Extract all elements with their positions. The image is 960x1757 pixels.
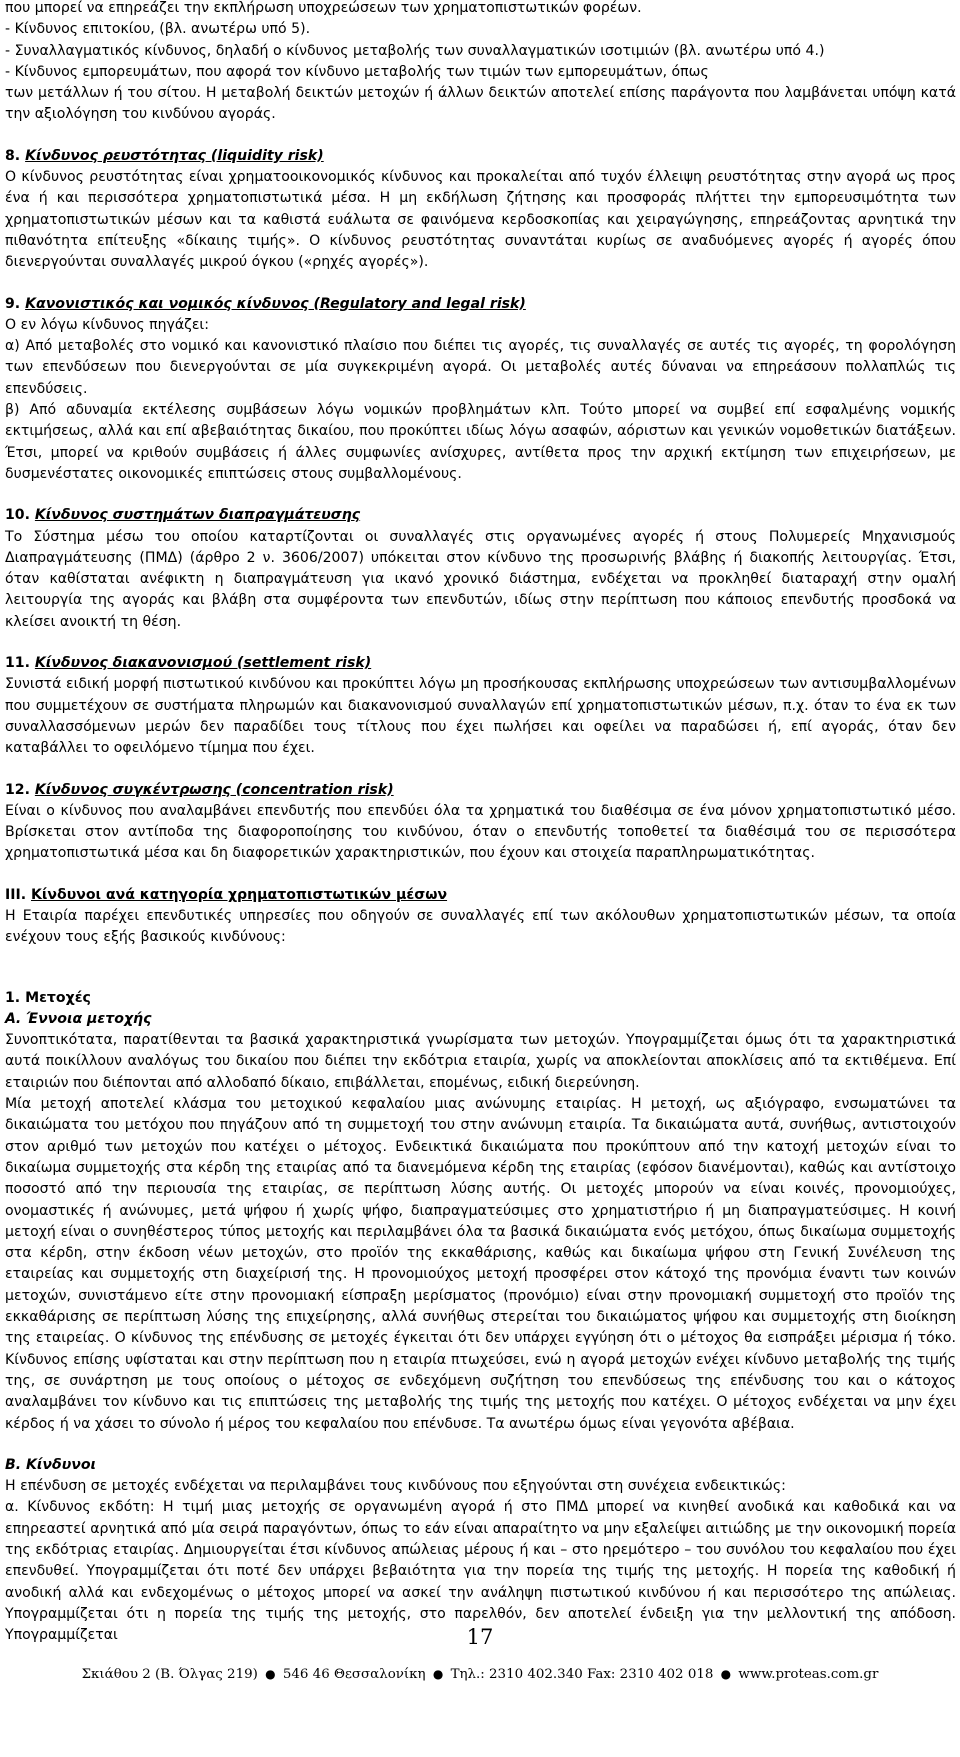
section-III-body: Η Εταιρία παρέχει επενδυτικές υπηρεσίες που οδηγούν σε συναλλαγές επί των ακόλουθων χρηματοπιστωτικών μέσων, τα οποία ενέχουν τους εξής βασικούς κινδύνους: bbox=[5, 907, 956, 946]
section-12-body: Είναι ο κίνδυνος που αναλαμβάνει επενδυτής που επενδύει όλα τα χρηματικά του διαθέσιμα σε ένα μόνον χρηματοπιστωτικό μέσο. Βρίσκεται στον αντίποδα της διαφοροποίησης του κινδύνου, όταν ο επενδυτής τοποθετεί τα διαθέσιμά του σε περισσότερα χρηματοπιστωτικά μέσα και δη διαφορετικών χαρακτηριστικών, που έχουν και στοιχεία παραπληρωματικότητας. bbox=[5, 802, 956, 862]
section-III-heading bbox=[5, 885, 956, 906]
footer-address: Σκιάθου 2 (Β. Όλγας 219) bbox=[81, 1667, 258, 1682]
page-footer bbox=[0, 1665, 960, 1684]
stocks-paragraph-1: Συνοπτικότατα, παρατίθενται τα βασικά χαρακτηριστικά γνωρίσματα των μετοχών. Υπογραμμίζεται όμως ότι τα χαρακτηριστικά αυτά ποικίλλουν αναλόγως του δικαίου που διέπει την εκδότρια εταιρία, χωρίς να αποκλείονται αποκλίσεις από τα εκτιθέμενα. Επί εταιριών που διέπονται από αλλοδαπό δίκαιο, επιβάλλεται, επομένως, ειδική διερεύνηση. bbox=[5, 1032, 956, 1091]
section-9-number: 9. bbox=[5, 295, 21, 312]
section-9-item-b: β) Από αδυναμία εκτέλεσης συμβάσεων λόγω νομικών προβλημάτων κλπ. Τούτο μπορεί να συμβεί επί εσφαλμένης νομικής εκτιμήσεως, αλλά και επί αβεβαιότητας δικαίου, που προκύπτει ιδίως λόγω ασαφών, αόριστων και γενικών νομοθετικών διατάξεων. Έτσι, μπορεί να κριθούν συμβάσεις ή άλλες συμφωνίες ανίσχυρες, αντίθετα προς την αρχική εκτίμηση των επιχειρήσεων, με δυσμενέστατες οικονομικές επιπτώσεις στους συμβαλλομένους. bbox=[5, 402, 956, 482]
section-12-title: Κίνδυνος συγκέντρωσης (concentration risk) bbox=[34, 781, 394, 798]
intro-line-4: - Κίνδυνος εμπορευμάτων, που αφορά τον κίνδυνο μεταβολής των τιμών των εμπορευμάτων, όπως bbox=[5, 63, 709, 80]
section-8-title: Κίνδυνος ρευστότητας (liquidity risk) bbox=[25, 147, 324, 164]
section-12-heading bbox=[5, 780, 956, 801]
stocks-subheading-b: Β. Κίνδυνοι bbox=[5, 1456, 96, 1473]
stocks-paragraph-3: Η επένδυση σε μετοχές ενδέχεται να περιλαμβάνει τους κινδύνους που εξηγούνται στη συνέχεια ενδεικτικώς: bbox=[5, 1478, 786, 1495]
intro-paragraph: των μετάλλων ή του σίτου. Η μεταβολή δεικτών μετοχών ή άλλων δεικτών αποτελεί επίσης παράγοντα που λαμβάνεται υπόψη κατά την αξιολόγηση του κινδύνου αγοράς. bbox=[5, 85, 956, 123]
section-9-item-a: α) Από μεταβολές στο νομικό και κανονιστικό πλαίσιο που διέπει τις αγορές, τις συναλλαγές σε αυτές τις αγορές, τη φορολόγηση των επενδύσεων που διενεργούνται σε μία συγκεκριμένη αγορά. Οι μεταβολές αυτές δύναναι να επηρεάσουν πολλαπλώς τις επενδύσεις. bbox=[5, 338, 956, 397]
section-12-number: 12. bbox=[5, 781, 30, 798]
section-10-heading bbox=[5, 505, 956, 526]
section-9-heading bbox=[5, 294, 956, 315]
section-III-number: III. bbox=[5, 886, 27, 903]
section-10-title: Κίνδυνος συστημάτων διαπραγμάτευσης bbox=[34, 507, 361, 524]
intro-line-3: - Συναλλαγματικός κίνδυνος, δηλαδή ο κίνδυνος μεταβολής των συναλλαγματικών ισοτιμιών (βλ. ανωτέρω υπό 4.) bbox=[5, 42, 825, 59]
page-number: 17 bbox=[466, 1625, 494, 1649]
stocks-alpha: α. Κίνδυνος εκδότη: Η τιμή μιας μετοχής σε οργανωμένη αγορά ή στο ΠΜΔ μπορεί να κινηθεί ανοδικά και καθοδικά και να επηρεαστεί αρνητικά από μία σειρά παραγόντων, όπως το εάν είναι απαραίτητο να μην εξαλείψει αιτιώδης με την οικονομική πορεία της εκδότριας εταιρίας. Δημιουργείται έτσι κίνδυνος απώλειας μέρους ή και – στο ηρεμότερο – του συνόλου του κεφαλαίου που έχει επενδυθεί. Υπογραμμίζεται ότι ποτέ δεν υπάρχει βεβαιότητα για την πορεία της τιμής της μετοχής. Η πορεία της καθοδική ή ανοδική αλλά και ενδεχομένως ο μέτοχος μπορεί να ασκεί την ανάληψη πιστωτικού κινδύνου ή και περισσότερο της απώλειας. Υπογραμμίζεται ότι η πορεία της τιμής της μετοχής, στο παρελθόν, δεν αποτελεί ένδειξη για την μελλοντική της απόδοση. Υπογραμμίζεται bbox=[5, 1499, 956, 1644]
footer-bullet-1: ● bbox=[265, 1667, 276, 1681]
section-8-heading bbox=[5, 146, 956, 167]
section-8-number: 8. bbox=[5, 147, 21, 164]
intro-line-2: - Κίνδυνος επιτοκίου, (βλ. ανωτέρω υπό 5). bbox=[5, 21, 311, 38]
section-10-number: 10. bbox=[5, 507, 30, 524]
section-11-body: Συνιστά ειδική μορφή πιστωτικού κινδύνου και προκύπτει λόγω μη προσήκουσας εκπλήρωσης υποχρεώσεων των αντισυμβαλλομένων που συμμετέχουν σε συστήματα πληρωμών και διακανονισμού συναλλαγών επί χρηματοπιστωτικών μέσων, π.χ. όταν το ένα εκ των συναλλασσόμενων μερών δεν παραδίδει τους τίτλους που έχει πωλήσει και οφείλει να παραδώσει ή, επί αγοράς, όταν δεν καταβάλλει το οφειλόμενο τίμημα που έχει. bbox=[5, 676, 956, 757]
section-11-heading bbox=[5, 653, 956, 674]
footer-bullet-2: ● bbox=[432, 1667, 444, 1681]
document-body bbox=[5, 0, 956, 1646]
stocks-paragraph-2: Μία μετοχή αποτελεί κλάσμα του μετοχικού κεφαλαίου μιας ανώνυμης εταιρίας. Η μετοχή, ως αξιόγραφο, ενσωματώνει τα δικαιώματα του μετόχου που πηγάζουν από τη συμμετοχή του στην ανώνυμη εταιρία. Τα δικαιώματα αυτά, συνήθως, αντιστοιχούν στον αριθμό των μετοχών που κατέχει ο μέτοχος. Ενδεικτικά δικαιώματα που προκύπτουν από την κατοχή μετοχών είναι το δικαίωμα συμμετοχής στα κέρδη της εταιρίας από τα διανεμόμενα κέρδη της εταιρίας (εφόσον διανέμονται), καθώς και αντίστοιχο ποσοστό από την περιουσία της εταιρίας, σε περίπτωση λύσης αυτής. Οι μετοχές μπορούν να είναι κοινές, προνομιούχες, ονομαστικές ή ανώνυμες, μετά ψήφου ή χωρίς ψήφο, διαπραγματεύσιμες στο χρηματιστήριο ή μη διαπραγματεύσιμες. Η κοινή μετοχή είναι ο συνηθέστερος τύπος μετοχής και περιλαμβάνει όλα τα βασικά δικαιώματα ενός μετόχου, όπως δικαίωμα συμμετοχής στα κέρδη, στην έκδοση νέων μετοχών, στο προϊόν της εκκαθάρισης, καθώς και δικαίωμα ψήφου στη Γενική Συνέλευση της εταιρείας και συμμετοχής στη διαχείρισή της. Η προνομιούχος μετοχή προσφέρει στον κάτοχό της προνόμια έναντι των κοινών μετοχών, συνιστάμενο είτε στην προνομιακή είσπραξη μερίσματος (προνόμιο) είναι στην προνομιακή συμμετοχή στο προϊόν της εκκαθάρισης σε περίπτωση λύσης της επιχείρησης, αλλά συνήθως στερείται του δικαιώματος ψήφου και συμμετοχής στη διοίκηση της εταιρείας. Ο κίνδυνος της επένδυσης σε μετοχές έγκειται ότι δεν υπάρχει εγγύηση ότι ο μέτοχος θα εισπράξει μέρισμα ή τόκο. Κίνδυνος επίσης υφίσταται και στην περίπτωση που η εταιρία πτωχεύσει, ενώ η αγορά μετοχών ενέχει κίνδυνο μεταβολής της τιμής της, σε συνάρτηση με τους οποίους ο μέτοχος σε ενδεχόμενη συζήτηση του επενδύσεως της επένδυσης του και ο κάτοχος αναλαμβάνει τον κίνδυνο και τις επιπτώσεις της μεταβολής της τιμής της μετοχής που κατέχει. Ο μέτοχος ενδέχεται να μην έχει κέρδος ή να χάσει το σύνολο ή μέρος του κεφαλαίου που επένδυσε. Τα ανωτέρω όμως είναι γεγονότα αβέβαια. bbox=[5, 1096, 956, 1432]
section-11-number: 11. bbox=[5, 655, 30, 672]
footer-bullet-3: ● bbox=[720, 1667, 732, 1681]
section-8-body: Ο κίνδυνος ρευστότητας είναι χρηματοοικονομικός κίνδυνος και προκαλείται από τυχόν έλλειψη ρευστότητας στην αγορά ως προς ένα ή και περισσότερα χρηματοπιστωτικά μέσα. Η μη εκδήλωση ζήτησης και προσφοράς πλήττει την εμπορευσιμότητα των χρηματοπιστωτικών μέσων και τα καθιστά ευάλωτα σε φαινόμενα κερδοσκοπίας και χειραγώγησης, επηρεάζοντας αρνητικά την πιθανότητα επίτευξης «δίκαιης τιμής». Ο κίνδυνος ρευστότητας συναντάται κυρίως σε αναδυόμενες αγορές ή αγορές όπου διενεργούνται συναλλαγές μικρού όγκου («ρηχές αγορές»). bbox=[5, 169, 956, 271]
section-10-body: Το Σύστημα μέσω του οποίου καταρτίζονται οι συναλλαγές στις οργανωμένες αγορές ή στους Πολυμερείς Μηχανισμούς Διαπραγμάτευσης (ΠΜΔ) (άρθρο 2 ν. 3606/2007) υπόκειται στον κίνδυνο της προσωρινής βλάβης ή διακοπής λειτουργίας. Έτσι, όταν καθίσταται ανέφικτη η διαπραγμάτευση για ικανό χρονικό διάστημα, ενδέχεται να προκληθεί διαταραχή στην ομαλή λειτουργία της αγοράς και βλάβη στα συμφέροντα των επενδυτών, ιδίως στην περίπτωση που κάποιος επενδυτής προσδοκά να κλείσει ανοικτή τη θέση. bbox=[5, 528, 956, 630]
section-11-title: Κίνδυνος διακανονισμού (settlement risk) bbox=[34, 655, 372, 672]
intro-line-1: που μπορεί να επηρεάζει την εκπλήρωση υποχρεώσεων των χρηματοπιστωτικών φορέων. bbox=[5, 0, 642, 16]
section-9-lead: Ο εν λόγω κίνδυνος πηγάζει: bbox=[5, 316, 209, 333]
stocks-subheading-a: Α. Έννοια μετοχής bbox=[5, 1010, 152, 1027]
stocks-heading: 1. Μετοχές bbox=[5, 989, 91, 1006]
footer-website: www.proteas.com.gr bbox=[738, 1667, 879, 1682]
footer-postal: 546 46 Θεσσαλονίκη bbox=[282, 1667, 426, 1682]
footer-phone-fax: Τηλ.: 2310 402.340 Fax: 2310 402 018 bbox=[450, 1667, 714, 1682]
section-III-title: Κίνδυνοι ανά κατηγορία χρηματοπιστωτικών μέσων bbox=[31, 886, 448, 903]
section-9-title: Κανονιστικός και νομικός κίνδυνος (Regulatory and legal risk) bbox=[25, 295, 526, 312]
